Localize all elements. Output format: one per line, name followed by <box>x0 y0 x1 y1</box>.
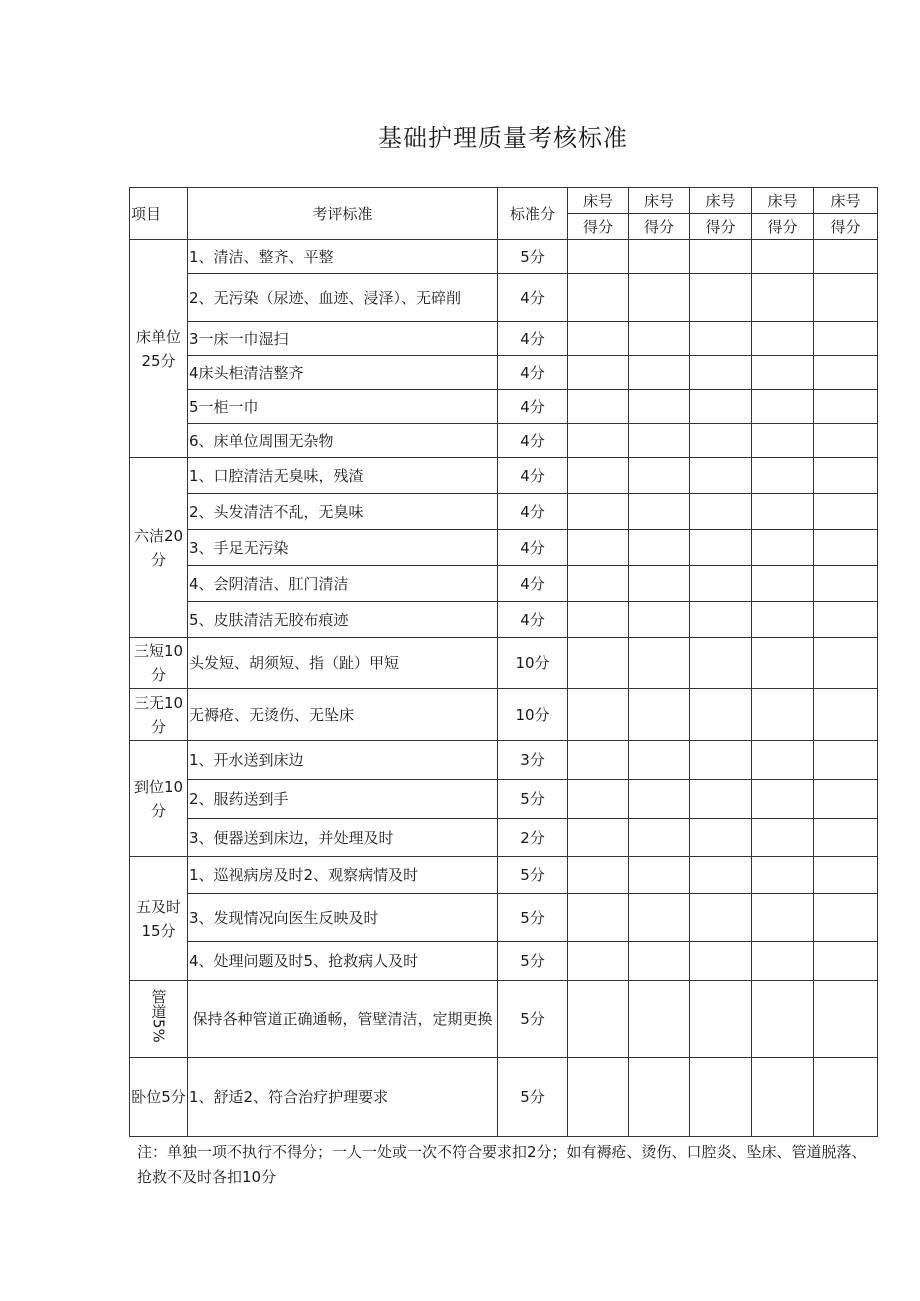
bed-score-cell[interactable] <box>629 689 690 741</box>
standard-score-cell: 4分 <box>498 322 568 356</box>
criteria-cell: 1、巡视病房及时2、观察病情及时 <box>188 857 498 894</box>
section-label-text: 三短10分 <box>133 642 184 684</box>
standard-score-cell: 10分 <box>498 638 568 689</box>
section-label-text: 六洁20分 <box>133 526 184 569</box>
criteria-cell: 3、便器送到床边，并处理及时 <box>188 819 498 857</box>
table-header <box>130 188 878 240</box>
header-item: 项目 <box>130 188 188 240</box>
bed-score-cell[interactable] <box>814 390 878 424</box>
header-bed-number: 床号 <box>568 188 629 214</box>
header-score-got: 得分 <box>629 214 690 240</box>
header-row <box>130 188 878 214</box>
standard-score-cell: 2分 <box>498 819 568 857</box>
section-label-text: 床单位25分 <box>135 327 181 370</box>
bed-score-cell[interactable] <box>814 942 878 981</box>
bed-score-cell[interactable] <box>814 356 878 390</box>
bed-score-cell[interactable] <box>690 741 752 780</box>
bed-score-cell[interactable] <box>690 566 752 602</box>
bed-score-cell[interactable] <box>629 458 690 494</box>
header-bed-number: 床号 <box>814 188 878 214</box>
bed-score-cell[interactable] <box>814 981 878 1058</box>
bed-score-cell[interactable] <box>690 424 752 458</box>
bed-score-cell[interactable] <box>814 857 878 894</box>
bed-score-cell[interactable] <box>752 741 814 780</box>
bed-score-cell[interactable] <box>752 819 814 857</box>
criteria-cell: 头发短、胡须短、指（趾）甲短 <box>188 638 498 689</box>
bed-score-cell[interactable] <box>568 566 629 602</box>
bed-score-cell[interactable] <box>568 356 629 390</box>
bed-score-cell[interactable] <box>629 602 690 638</box>
standard-score-cell: 4分 <box>498 424 568 458</box>
criteria-cell: 无褥疮、无烫伤、无坠床 <box>188 689 498 741</box>
bed-score-cell[interactable] <box>629 566 690 602</box>
bed-score-cell[interactable] <box>752 638 814 689</box>
bed-score-cell[interactable] <box>752 530 814 566</box>
section-label <box>130 638 188 689</box>
table-row <box>130 458 878 494</box>
table-row <box>130 942 878 981</box>
standard-score-cell: 5分 <box>498 857 568 894</box>
bed-score-cell[interactable] <box>629 240 690 274</box>
standard-score-cell: 5分 <box>498 780 568 819</box>
bed-score-cell[interactable] <box>752 274 814 322</box>
table-row <box>130 981 878 1058</box>
header-bed-number: 床号 <box>752 188 814 214</box>
header-score-got: 得分 <box>752 214 814 240</box>
bed-score-cell[interactable] <box>568 638 629 689</box>
bed-score-cell[interactable] <box>752 981 814 1058</box>
bed-score-cell[interactable] <box>690 780 752 819</box>
table-row <box>130 494 878 530</box>
criteria-cell: 3一床一巾湿扫 <box>188 322 498 356</box>
section-label <box>130 857 188 981</box>
bed-score-cell[interactable] <box>814 274 878 322</box>
bed-score-cell[interactable] <box>752 942 814 981</box>
bed-score-cell[interactable] <box>690 1058 752 1137</box>
standard-score-cell: 5分 <box>498 1058 568 1137</box>
bed-score-cell[interactable] <box>568 857 629 894</box>
bed-score-cell[interactable] <box>752 780 814 819</box>
bed-score-cell[interactable] <box>690 602 752 638</box>
bed-score-cell[interactable] <box>690 894 752 942</box>
standard-score-cell: 4分 <box>498 356 568 390</box>
table-row <box>130 819 878 857</box>
bed-score-cell[interactable] <box>568 942 629 981</box>
page-title: 基础护理质量考核标准 <box>378 124 628 152</box>
bed-score-cell[interactable] <box>629 274 690 322</box>
bed-score-cell[interactable] <box>752 1058 814 1137</box>
header-score-got: 得分 <box>814 214 878 240</box>
section-label <box>130 1058 188 1137</box>
bed-score-cell[interactable] <box>690 390 752 424</box>
standard-score-cell: 5分 <box>498 240 568 274</box>
criteria-cell: 4、处理问题及时5、抢救病人及时 <box>188 942 498 981</box>
bed-score-cell[interactable] <box>629 741 690 780</box>
table-row <box>130 566 878 602</box>
bed-score-cell[interactable] <box>629 857 690 894</box>
bed-score-cell[interactable] <box>814 322 878 356</box>
bed-score-cell[interactable] <box>690 530 752 566</box>
bed-score-cell[interactable] <box>690 274 752 322</box>
criteria-cell: 6、床单位周围无杂物 <box>188 424 498 458</box>
bed-score-cell[interactable] <box>629 780 690 819</box>
bed-score-cell[interactable] <box>690 819 752 857</box>
bed-score-cell[interactable] <box>629 942 690 981</box>
bed-score-cell[interactable] <box>752 894 814 942</box>
bed-score-cell[interactable] <box>690 942 752 981</box>
criteria-cell: 3、手足无污染 <box>188 530 498 566</box>
bed-score-cell[interactable] <box>568 424 629 458</box>
criteria-cell: 1、口腔清洁无臭味，残渣 <box>188 458 498 494</box>
standard-score-cell: 5分 <box>498 942 568 981</box>
bed-score-cell[interactable] <box>690 494 752 530</box>
bed-score-cell[interactable] <box>814 458 878 494</box>
bed-score-cell[interactable] <box>629 981 690 1058</box>
section-label <box>130 689 188 741</box>
table-row <box>130 638 878 689</box>
bed-score-cell[interactable] <box>814 819 878 857</box>
bed-score-cell[interactable] <box>568 494 629 530</box>
bed-score-cell[interactable] <box>752 857 814 894</box>
bed-score-cell[interactable] <box>568 322 629 356</box>
bed-score-cell[interactable] <box>814 530 878 566</box>
bed-score-cell[interactable] <box>690 458 752 494</box>
criteria-cell: 2、无污染（尿迹、血迹、浸泽）、无碎削 <box>188 274 498 322</box>
bed-score-cell[interactable] <box>629 424 690 458</box>
bed-score-cell[interactable] <box>814 494 878 530</box>
section-label-text: 到位10分 <box>133 777 184 820</box>
table-row <box>130 689 878 741</box>
bed-score-cell[interactable] <box>568 780 629 819</box>
table-row <box>130 780 878 819</box>
table-row <box>130 356 878 390</box>
bed-score-cell[interactable] <box>568 981 629 1058</box>
criteria-cell: 5、皮肤清洁无胶布痕迹 <box>188 602 498 638</box>
bed-score-cell[interactable] <box>568 530 629 566</box>
bed-score-cell[interactable] <box>752 602 814 638</box>
criteria-cell: 2、服药送到手 <box>188 780 498 819</box>
criteria-cell: 1、开水送到床边 <box>188 741 498 780</box>
bed-score-cell[interactable] <box>690 322 752 356</box>
standard-score-cell: 10分 <box>498 689 568 741</box>
bed-score-cell[interactable] <box>814 741 878 780</box>
bed-score-cell[interactable] <box>814 602 878 638</box>
bed-score-cell[interactable] <box>568 390 629 424</box>
table-row <box>130 240 878 274</box>
bed-score-cell[interactable] <box>629 494 690 530</box>
bed-score-cell[interactable] <box>752 322 814 356</box>
table-row <box>130 424 878 458</box>
bed-score-cell[interactable] <box>568 741 629 780</box>
bed-score-cell[interactable] <box>752 356 814 390</box>
criteria-cell: 3、发现情况向医生反映及时 <box>188 894 498 942</box>
table-row <box>130 390 878 424</box>
bed-score-cell[interactable] <box>752 689 814 741</box>
bed-score-cell[interactable] <box>814 1058 878 1137</box>
table-row <box>130 1058 878 1137</box>
bed-score-cell[interactable] <box>568 689 629 741</box>
table-row <box>130 741 878 780</box>
bed-score-cell[interactable] <box>814 638 878 689</box>
assessment-table <box>129 187 878 1137</box>
section-label <box>130 458 188 638</box>
standard-score-cell: 5分 <box>498 894 568 942</box>
criteria-cell: 2、头发清洁不乱，无臭味 <box>188 494 498 530</box>
criteria-cell: 5一柜一巾 <box>188 390 498 424</box>
standard-score-cell: 4分 <box>498 530 568 566</box>
bed-score-cell[interactable] <box>568 240 629 274</box>
bed-score-cell[interactable] <box>814 566 878 602</box>
bed-score-cell[interactable] <box>752 494 814 530</box>
table-row <box>130 894 878 942</box>
standard-score-cell: 4分 <box>498 494 568 530</box>
section-label-text: 卧位5分 <box>131 1088 186 1106</box>
table-row <box>130 857 878 894</box>
bed-score-cell[interactable] <box>690 857 752 894</box>
section-label <box>130 240 188 458</box>
footnote: 注：单独一项不执行不得分；一人一处或一次不符合要求扣2分；如有褥疮、烫伤、口腔炎、坠床、管道脱落、抢救不及时各扣10分 <box>137 1143 867 1186</box>
standard-score-cell: 4分 <box>498 390 568 424</box>
section-label <box>130 981 188 1058</box>
table-row <box>130 602 878 638</box>
bed-score-cell[interactable] <box>690 981 752 1058</box>
bed-score-cell[interactable] <box>814 689 878 741</box>
criteria-cell: 4床头柜清洁整齐 <box>188 356 498 390</box>
bed-score-cell[interactable] <box>690 689 752 741</box>
standard-score-cell: 4分 <box>498 458 568 494</box>
section-label-text: 管道5% <box>149 988 168 1043</box>
bed-score-cell[interactable] <box>629 390 690 424</box>
bed-score-cell[interactable] <box>568 274 629 322</box>
criteria-cell: 1、舒适2、符合治疗护理要求 <box>188 1058 498 1137</box>
bed-score-cell[interactable] <box>629 322 690 356</box>
bed-score-cell[interactable] <box>690 638 752 689</box>
bed-score-cell[interactable] <box>752 458 814 494</box>
bed-score-cell[interactable] <box>814 240 878 274</box>
header-score-got: 得分 <box>568 214 629 240</box>
bed-score-cell[interactable] <box>690 240 752 274</box>
bed-score-cell[interactable] <box>690 356 752 390</box>
bed-score-cell[interactable] <box>752 424 814 458</box>
bed-score-cell[interactable] <box>568 1058 629 1137</box>
bed-score-cell[interactable] <box>629 819 690 857</box>
standard-score-cell: 4分 <box>498 274 568 322</box>
standard-score-cell: 3分 <box>498 741 568 780</box>
header-criteria: 考评标准 <box>188 188 498 240</box>
bed-score-cell[interactable] <box>568 894 629 942</box>
bed-score-cell[interactable] <box>752 390 814 424</box>
bed-score-cell[interactable] <box>814 894 878 942</box>
bed-score-cell[interactable] <box>814 780 878 819</box>
bed-score-cell[interactable] <box>629 638 690 689</box>
standard-score-cell: 5分 <box>498 981 568 1058</box>
header-score-got: 得分 <box>690 214 752 240</box>
criteria-cell: 保持各种管道正确通畅，管壁清洁，定期更换 <box>188 981 498 1058</box>
table-row <box>130 322 878 356</box>
section-label-text: 五及时15分 <box>135 897 181 940</box>
header-bed-number: 床号 <box>690 188 752 214</box>
section-label <box>130 741 188 857</box>
criteria-cell: 4、会阴清洁、肛门清洁 <box>188 566 498 602</box>
bed-score-cell[interactable] <box>629 1058 690 1137</box>
table-row <box>130 530 878 566</box>
bed-score-cell[interactable] <box>568 458 629 494</box>
bed-score-cell[interactable] <box>814 424 878 458</box>
table-row <box>130 274 878 322</box>
table-body <box>130 240 878 1137</box>
bed-score-cell[interactable] <box>568 602 629 638</box>
standard-score-cell: 4分 <box>498 566 568 602</box>
bed-score-cell[interactable] <box>752 566 814 602</box>
bed-score-cell[interactable] <box>629 356 690 390</box>
bed-score-cell[interactable] <box>568 819 629 857</box>
bed-score-cell[interactable] <box>629 530 690 566</box>
header-bed-number: 床号 <box>629 188 690 214</box>
bed-score-cell[interactable] <box>752 240 814 274</box>
standard-score-cell: 4分 <box>498 602 568 638</box>
criteria-cell: 1、清洁、整齐、平整 <box>188 240 498 274</box>
header-standard-score: 标准分 <box>498 188 568 240</box>
section-label-text: 三无10分 <box>133 693 184 736</box>
bed-score-cell[interactable] <box>629 894 690 942</box>
